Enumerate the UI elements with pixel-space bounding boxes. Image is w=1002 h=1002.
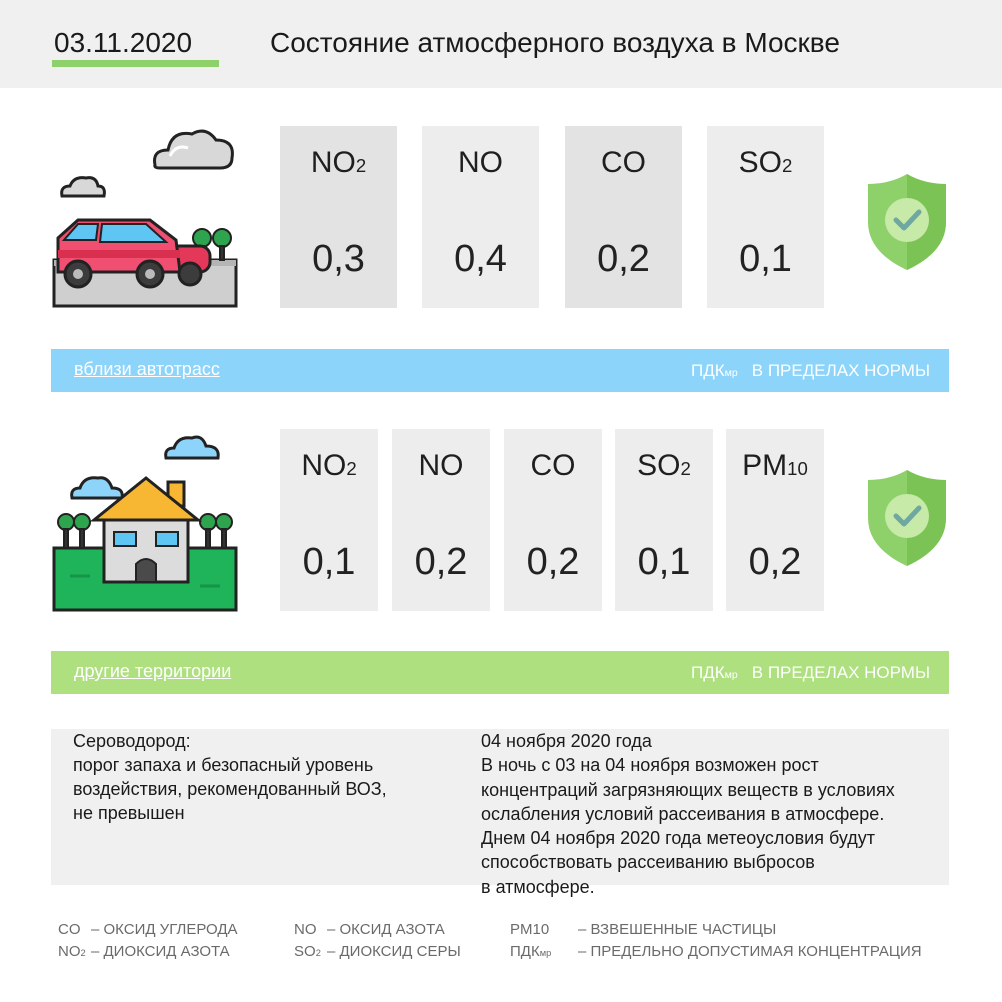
legend-col-2 [294, 919, 461, 963]
legend-item-pdk: $ПДК_{мр}$ – ПРЕДЕЛЬНО ДОПУСТИМАЯ КОНЦЕНТРАЦИЯ [510, 943, 922, 960]
page-title: Состояние атмосферного воздуха в Москве [270, 27, 840, 58]
note-line: порог запаха и безопасный уровень [73, 755, 374, 775]
forecast-line: Днем 04 ноября 2020 года метеоусловия будут [481, 828, 876, 849]
zone-label-link[interactable]: другие территории [74, 661, 232, 681]
pdk-status: $ПДК_{мр}$ В ПРЕДЕЛАХ НОРМЫ [691, 361, 930, 380]
forecast-line: В ночь с 03 на 04 ноября возможен рост [481, 755, 819, 776]
pollutant-value: 0,4 [454, 238, 507, 280]
pollutant-value: 0,2 [748, 541, 802, 583]
house-icon [50, 426, 240, 616]
note-line: воздействия, рекомендованный ВОЗ, [73, 779, 387, 799]
info-box [51, 729, 949, 897]
pollutant-name: $PM_{10}$ [742, 449, 808, 482]
pollutant-name: CO [601, 146, 646, 179]
forecast-line: ослабления условий рассеивания в атмосфере. [481, 803, 885, 824]
date-underline [52, 60, 219, 67]
pollutant-name: $SO_2$ [738, 146, 793, 179]
pollutant-name: $NO_2$ [310, 146, 367, 179]
pollutant-value: 0,2 [414, 541, 468, 583]
note-line: не превышен [73, 803, 185, 823]
pollutant-card-no2 [280, 126, 397, 308]
shield-check-icon [864, 468, 950, 568]
pollutant-card-no2 [280, 429, 378, 611]
pollutant-card-no [392, 429, 490, 611]
forecast-line: 04 ноября 2020 года [481, 731, 652, 751]
pollutant-card-co [565, 126, 682, 308]
legend-col-1 [58, 919, 238, 963]
pollutant-card-so2 [707, 126, 824, 308]
forecast-note [481, 729, 895, 899]
pollutant-name: NO [458, 146, 503, 179]
forecast-line: концентраций загрязняющих веществ в условиях [481, 779, 895, 800]
pdk-status: $ПДК_{мр}$ В ПРЕДЕЛАХ НОРМЫ [691, 663, 930, 682]
pollutant-value: 0,1 [302, 541, 356, 583]
shield-check-icon [864, 172, 950, 272]
pollutant-card-pm10 [726, 429, 824, 611]
pollutant-value: 0,2 [526, 541, 580, 583]
legend-item-no: NO – ОКСИД АЗОТА [294, 921, 445, 938]
pollutant-value: 0,2 [597, 238, 650, 280]
pollutant-name: CO [530, 449, 576, 482]
pollutant-name: $NO_2$ [301, 449, 357, 482]
note-heading: Сероводород: [73, 731, 191, 751]
pollutant-card-co [504, 429, 602, 611]
zone-label-link[interactable]: вблизи автотрасс [74, 359, 220, 379]
forecast-line: способствовать рассеиванию выбросов [481, 852, 815, 873]
legend-item-no2: $NO_2$ – ДИОКСИД АЗОТА [58, 943, 230, 960]
pollutant-card-no [422, 126, 539, 308]
legend-item-so2: $SO_2$ – ДИОКСИД СЕРЫ [294, 943, 461, 960]
pollutant-card-so2 [615, 429, 713, 611]
pollutant-value: 0,3 [312, 238, 365, 280]
car-icon [50, 120, 240, 310]
pollutant-name: NO [418, 449, 464, 482]
legend-col-3 [510, 919, 922, 963]
forecast-line: в атмосфере. [481, 876, 595, 897]
pollutant-name: $SO_2$ [637, 449, 691, 482]
date: 03.11.2020 [54, 27, 193, 58]
pollutant-value: 0,1 [637, 541, 691, 583]
hydrogen-sulfide-note [73, 729, 387, 825]
pollutant-value: 0,1 [739, 238, 792, 280]
legend-item-pm10: PM10 – ВЗВЕШЕННЫЕ ЧАСТИЦЫ [510, 921, 777, 938]
header [0, 0, 1002, 88]
zone-band-other [51, 651, 949, 694]
legend-item-co: CO – ОКСИД УГЛЕРОДА [58, 921, 238, 938]
zone-band-roads [51, 349, 949, 392]
